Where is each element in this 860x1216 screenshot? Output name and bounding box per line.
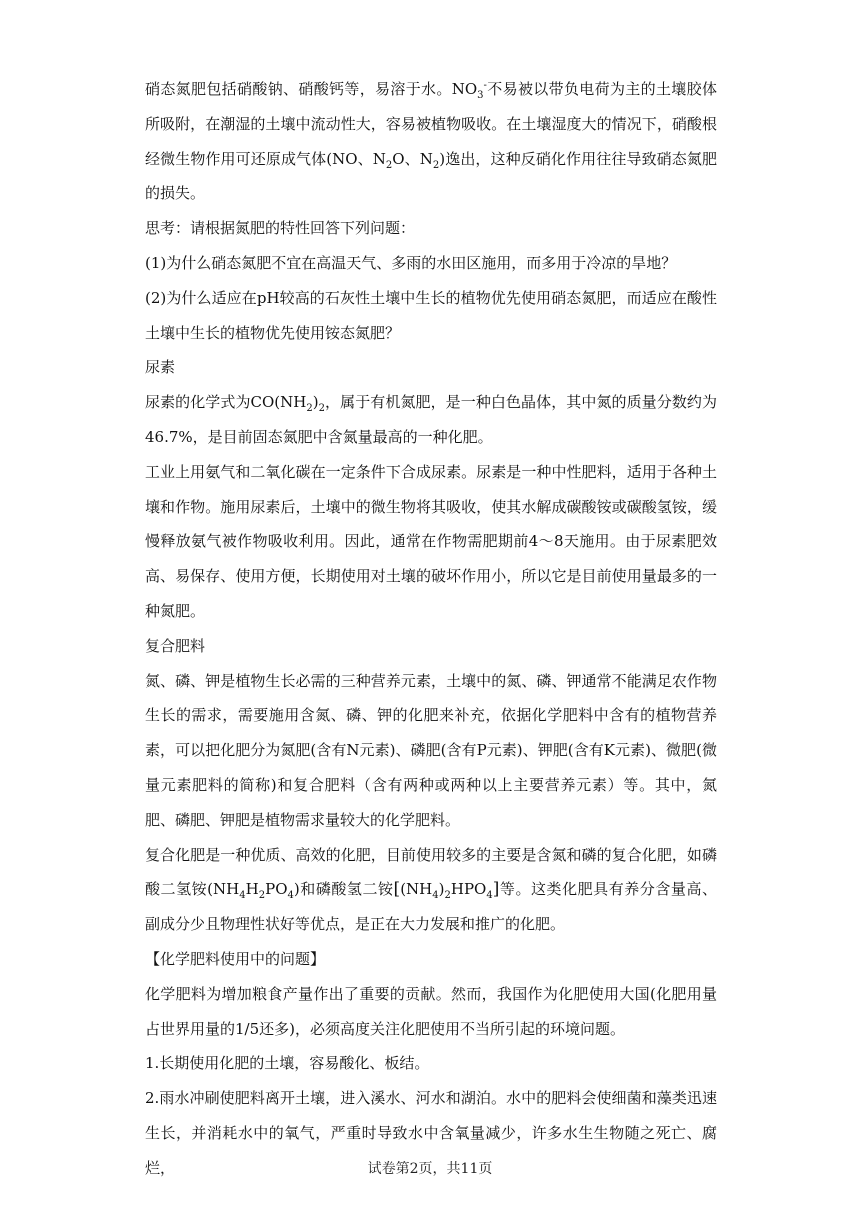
question-1: (1)为什么硝态氮肥不宜在高温天气、多雨的水田区施用，而多用于冷凉的旱地？	[145, 253, 677, 272]
text: NH	[213, 880, 240, 899]
think-prompt: 思考：请根据氮肥的特性回答下列问题：	[145, 219, 416, 238]
subscript: 4	[432, 890, 439, 902]
formula-map	[213, 872, 294, 907]
paragraph-nitrate	[145, 72, 717, 211]
question-2: (2)为什么适应在pH较高的石灰性土壤中生长的植物优先使用硝态氮肥，而适应在酸性土壤中生长的植物优先使用铵态氮肥？	[145, 288, 717, 342]
text: (NH	[400, 880, 433, 899]
heading-urea: 尿素	[145, 358, 176, 377]
page-footer: 试卷第2页，共11页	[367, 1161, 493, 1177]
text: )	[312, 393, 319, 412]
text: 硝态氮肥包括硝酸钠、硝酸钙等，易溶于水。	[145, 80, 452, 98]
subscript: 2	[306, 403, 313, 415]
text: [	[393, 879, 401, 900]
text: H	[245, 880, 259, 899]
subscript: 4	[486, 890, 493, 902]
list-item-1: 1.长期使用化肥的土壤，容易酸化、板结。	[145, 1054, 430, 1073]
document-body	[145, 72, 717, 1186]
subscript: 2	[258, 890, 266, 902]
subscript: 2	[432, 159, 440, 171]
text: ，属于有机氮肥，是一种白色晶体，其中氮的质量分数约为46.7%，是目前固态氮肥中含氮量最高的一种化肥。	[145, 393, 717, 446]
text: O、N	[392, 149, 433, 168]
subscript: 2	[318, 403, 325, 415]
superscript: -	[483, 80, 487, 91]
text: 不易被以带负电荷为主的土壤胶体所吸附，在潮湿的土壤中流动性大，容易被植物吸收。在土壤湿度大的情况下，硝酸根经微生物作用可还原成气体(NO、N	[145, 80, 717, 168]
subscript: 4	[239, 890, 246, 902]
text: NO	[451, 80, 478, 98]
text: 等。这类化肥具有养分含量高、副成分少且物理性状好等优点，是正在大力发展和推广的化肥。	[145, 880, 717, 934]
paragraph-compound-2	[145, 838, 717, 942]
text: )	[438, 880, 445, 899]
text: ]	[492, 879, 500, 900]
paragraph-urea-formula	[145, 385, 717, 455]
text: )逸出，这种反硝化作用往往导致硝态氮肥的损失。	[145, 149, 717, 203]
paragraph-compound-1: 氮、磷、钾是植物生长必需的三种营养元素，土壤中的氮、磷、钾通常不能满足农作物生长的需求，需要施用含氮、磷、钾的化肥来补充，依据化学肥料中含有的植物营养素，可以把化肥分为氮肥(含有N元素)、磷肥(含有P元素)、钾肥(含有K元素)、微肥(微量元素肥料的简称)和复合肥料（含有两种或两种以上主要营养元素）等。其中，氮肥、磷肥、钾肥是植物需求量较大的化学肥料。	[145, 671, 717, 829]
paragraph-problems: 化学肥料为增加粮食产量作出了重要的贡献。然而，我国作为化肥使用大国(化肥用量占世界用量的1/5还多)，必须高度关注化肥使用不当所引起的环境问题。	[145, 984, 717, 1038]
text: HPO	[450, 880, 487, 899]
heading-problems: 【化学肥料使用中的问题】	[145, 949, 326, 968]
formula-nitrate	[452, 72, 487, 107]
text: 复合化肥是一种优质、高效的化肥，目前使用较多的主要是含氮和磷的复合化肥，如磷酸二氢铵(	[145, 845, 717, 899]
formula-dap	[394, 872, 500, 907]
list-item-2: 2.雨水冲刷使肥料离开土壤，进入溪水、河水和湖泊。水中的肥料会使细菌和藻类迅速生长，并消耗水中的氧气，严重时导致水中含氧量减少，许多水生生物随之死亡、腐烂，	[145, 1089, 717, 1177]
text: )和磷酸氢二铵	[293, 880, 394, 899]
subscript: 4	[287, 890, 294, 902]
heading-compound: 复合肥料	[145, 636, 206, 655]
subscript: 2	[444, 890, 451, 902]
subscript: 2	[385, 159, 393, 171]
paragraph-urea-industry: 工业上用氨气和二氧化碳在一定条件下合成尿素。尿素是一种中性肥料，适用于各种土壤和作物。施用尿素后，土壤中的微生物将其吸收，使其水解成碳酸铵或碳酸氢铵，缓慢释放氨气被作物吸收利用。因此，通常在作物需肥期前4～8天施用。由于尿素肥效高、易保存、使用方便，长期使用对土壤的破坏作用小，所以它是目前使用量最多的一种氮肥。	[145, 462, 717, 620]
subscript: 3	[477, 90, 484, 101]
text: 尿素的化学式为CO(NH	[145, 393, 307, 412]
text: PO	[265, 880, 288, 899]
